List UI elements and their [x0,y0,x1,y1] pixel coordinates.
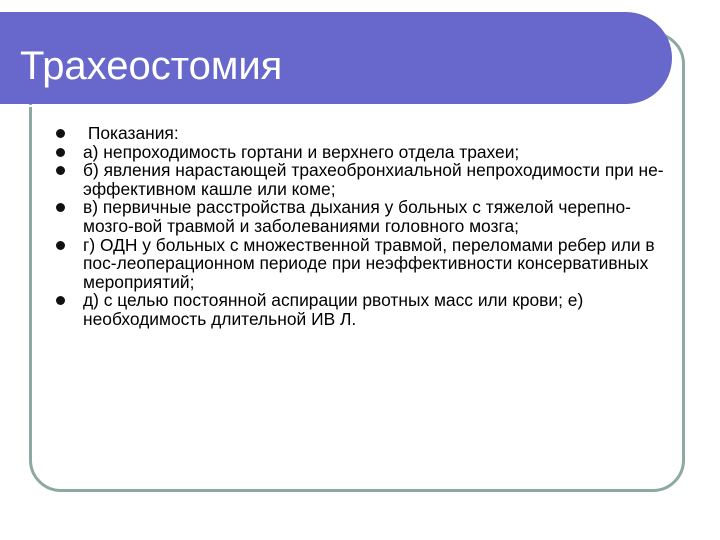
list-item [56,143,676,162]
list-item [56,198,676,235]
list-item [56,236,676,292]
list-item-text: г) ОДН у больных с множественной травмой, переломами ребер или в пос-леоперационном периоде при неэффективности консервативных мероприятий; [83,234,655,292]
title-bar [0,12,672,104]
bullet-icon [56,166,65,175]
list-item-text: а) непроходимость гортани и верхнего отдела трахеи; [83,141,520,162]
list-item [56,161,676,198]
list-item-text: Показания: [83,123,179,143]
slide-title: Трахеостомия [20,44,283,88]
list-item [56,291,676,328]
list-item-text: б) явления нарастающей трахеобронхиальной непроходимости при не-эффективном кашле или коме; [83,160,664,199]
list-item-text: в) первичные расстройства дыхания у больных с тяжелой черепно-мозго-вой травмой и заболеваниями головного мозга; [83,197,631,236]
list-item-text: д) с целью постоянной аспирации рвотных масс или крови; е) необходимость длительной ИВ Л. [83,290,584,329]
bullet-icon [56,148,65,157]
bullet-icon [56,203,65,212]
title-underline [0,105,640,107]
bullet-list [56,124,676,329]
bullet-icon [56,296,65,305]
bullet-icon [56,129,65,138]
list-item [56,124,676,143]
bullet-icon [56,241,65,250]
